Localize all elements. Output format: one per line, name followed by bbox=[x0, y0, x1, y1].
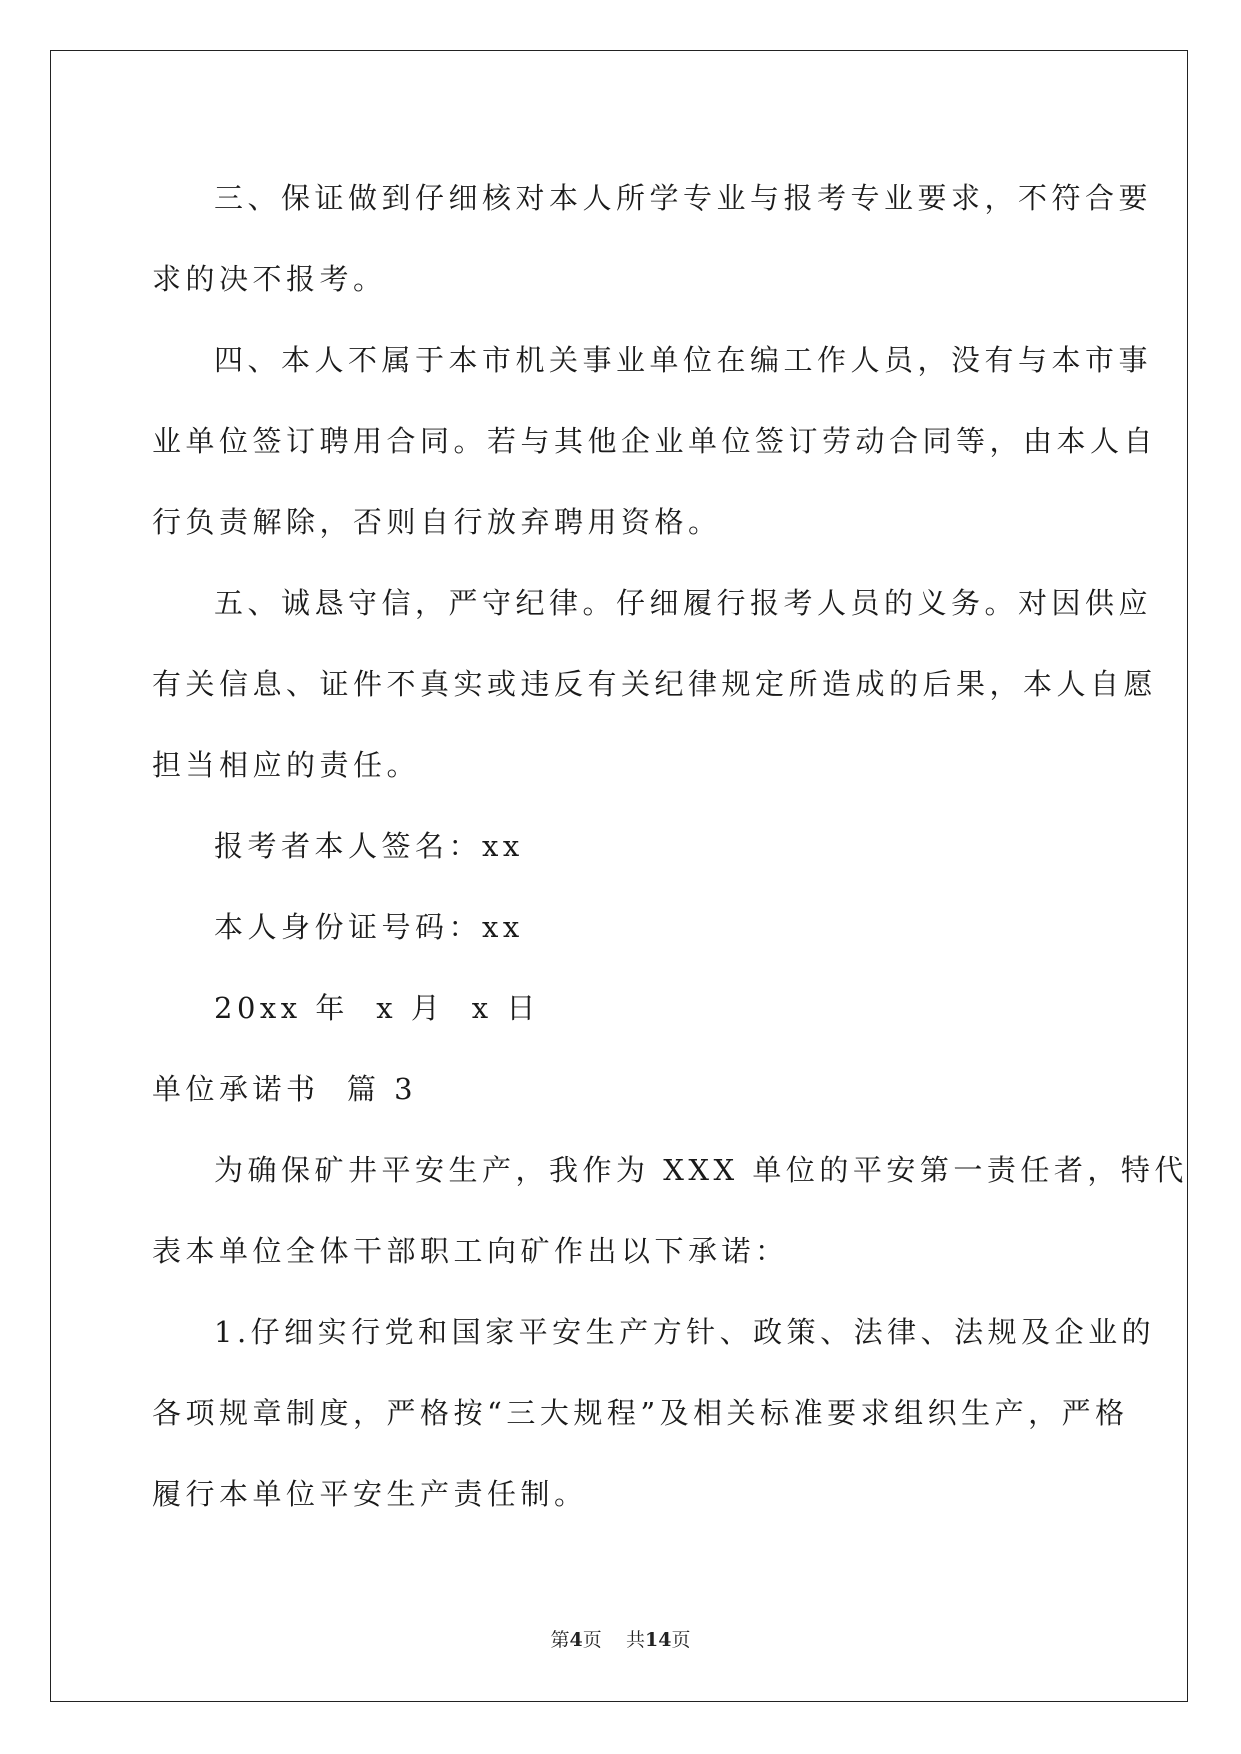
text-line: 表本单位全体干部职工向矿作出以下承诺： bbox=[152, 1234, 789, 1268]
text-line: 业单位签订聘用合同。若与其他企业单位签订劳动合同等，由本人自 bbox=[152, 424, 1158, 458]
footer-prefix: 第 bbox=[550, 1629, 570, 1651]
page-footer bbox=[0, 1625, 1241, 1652]
paragraph-item-5 bbox=[152, 563, 1158, 806]
paragraph-item-3 bbox=[152, 158, 1153, 320]
text-line: 1.仔细实行党和国家平安生产方针、政策、法律、法规及企业的 bbox=[214, 1315, 1156, 1349]
section-heading: 单位承诺书 篇 3 bbox=[152, 1072, 418, 1106]
text-line: 担当相应的责任。 bbox=[152, 748, 421, 782]
current-page-number: 4 bbox=[569, 1629, 583, 1651]
text-line: 履行本单位平安生产责任制。 bbox=[152, 1477, 588, 1511]
signature-date-line: 20xx 年 x 月 x 日 bbox=[214, 991, 540, 1025]
footer-total-suffix: 页 bbox=[671, 1629, 691, 1651]
paragraph-intro bbox=[152, 1130, 1188, 1292]
signature-id-line: 本人身份证号码：xx bbox=[214, 910, 524, 944]
footer-total-prefix: 共 bbox=[625, 1629, 645, 1651]
footer-page-word: 页 bbox=[582, 1629, 602, 1651]
text-line: 行负责解除，否则自行放弃聘用资格。 bbox=[152, 505, 722, 539]
paragraph-item-4 bbox=[152, 320, 1158, 563]
text-line: 求的决不报考。 bbox=[152, 262, 387, 296]
total-page-count: 14 bbox=[644, 1629, 672, 1651]
text-line: 各项规章制度，严格按“三大规程”及相关标准要求组织生产，严格 bbox=[152, 1396, 1129, 1430]
document-body bbox=[152, 158, 1188, 1535]
text-line: 三、保证做到仔细核对本人所学专业与报考专业要求，不符合要 bbox=[214, 181, 1153, 215]
text-line: 有关信息、证件不真实或违反有关纪律规定所造成的后果，本人自愿 bbox=[152, 667, 1158, 701]
text-line: 四、本人不属于本市机关事业单位在编工作人员，没有与本市事 bbox=[214, 343, 1153, 377]
text-line: 五、诚恳守信，严守纪律。仔细履行报考人员的义务。对因供应 bbox=[214, 586, 1153, 620]
paragraph-promise-1 bbox=[152, 1292, 1156, 1535]
text-line: 为确保矿井平安生产，我作为 XXX 单位的平安第一责任者，特代 bbox=[214, 1153, 1188, 1187]
signature-name-line: 报考者本人签名：xx bbox=[214, 829, 524, 863]
